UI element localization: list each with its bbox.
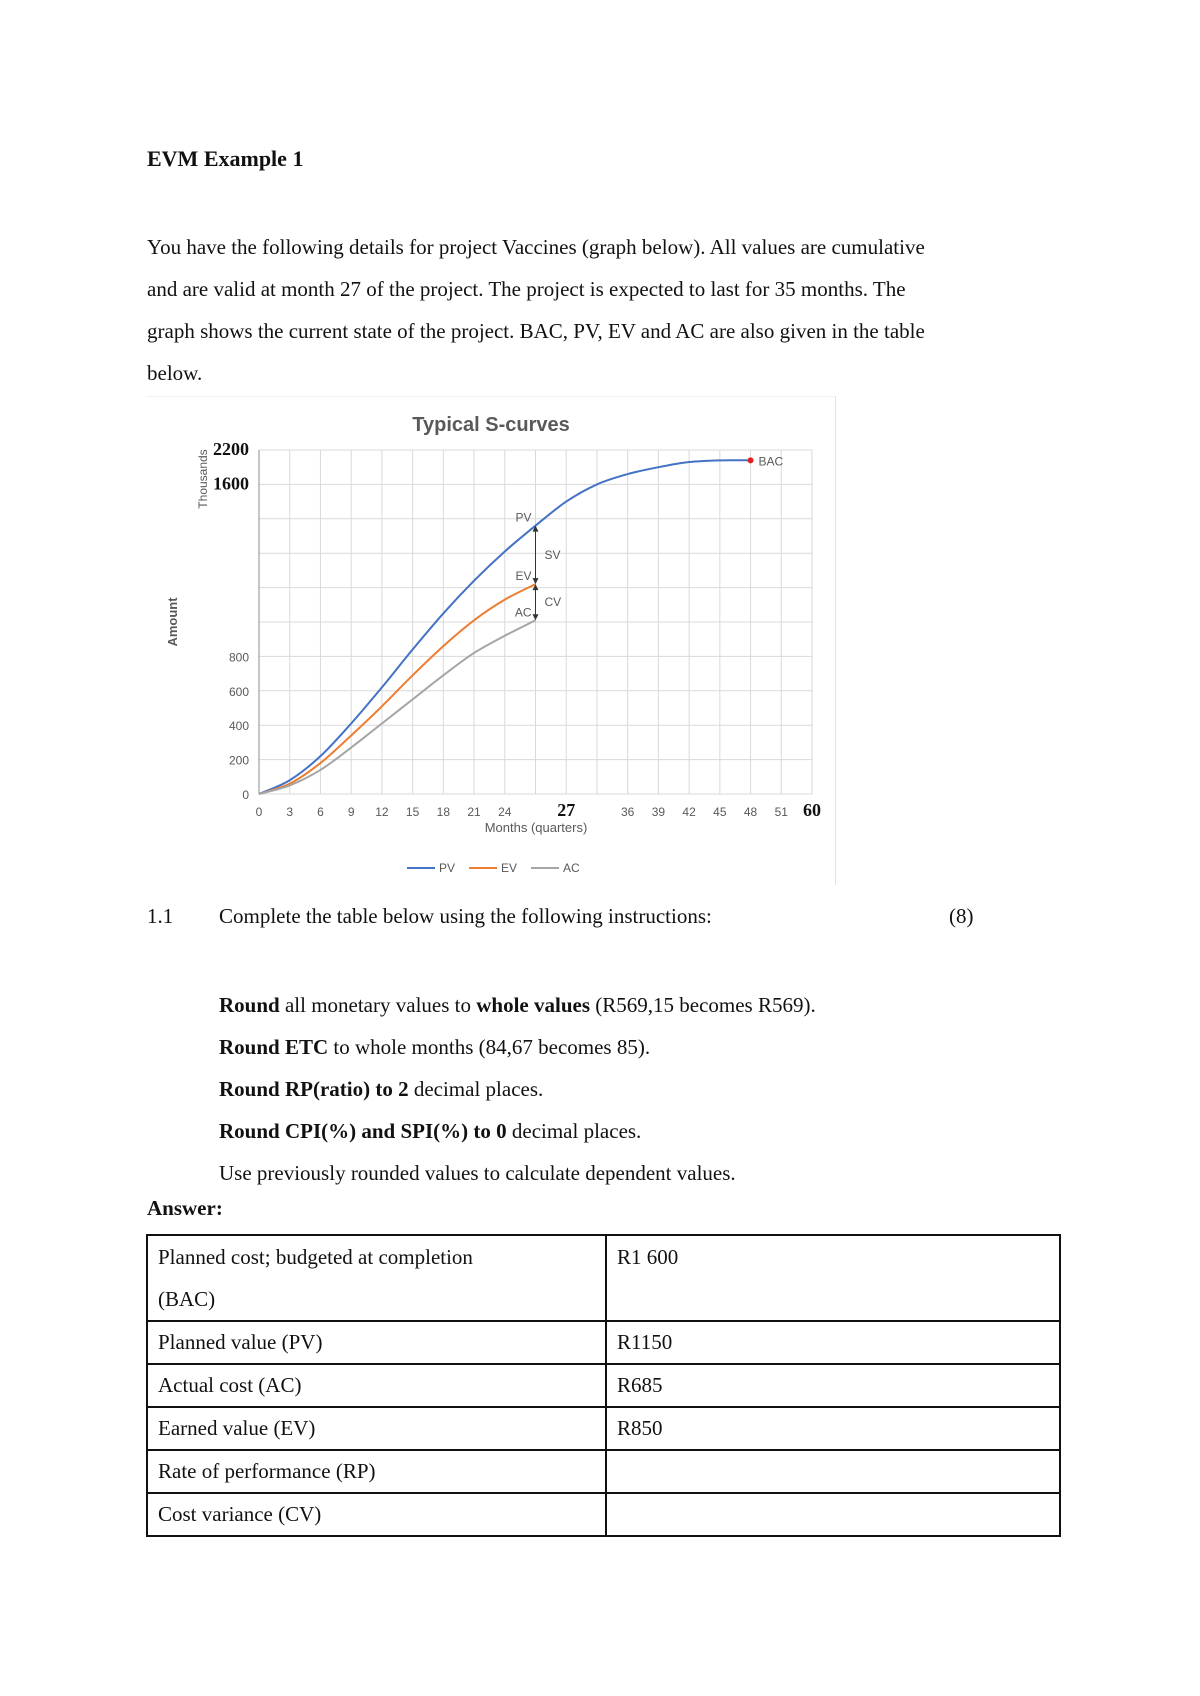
legend-label-ac: AC [563,861,580,875]
row-label: Earned value (EV) [147,1407,606,1450]
row-value[interactable] [606,1450,1060,1493]
x-tick-label: 18 [436,805,451,819]
answer-table [146,1234,1061,1537]
question-marks: (8) [949,904,974,928]
cv-label: CV [544,595,562,610]
x-tick-label: 45 [713,805,727,819]
instruction-text: Use previously rounded values to calculate dependent values. [219,1161,736,1185]
instruction-bold: Round RP(ratio) to 2 [219,1077,409,1101]
intro-line: and are valid at month 27 of the project. The project is expected to last for 35 months. The [147,277,906,301]
y-tick-label: 1600 [213,473,249,494]
row-label: Planned value (PV) [147,1321,606,1364]
s-curve-chart [147,396,836,885]
x-tick-label: 42 [682,805,696,819]
y-axis-label: Amount [165,597,180,647]
legend-label-ev: EV [501,861,518,875]
table-row [147,1407,1060,1450]
x-tick-label: 15 [405,805,420,819]
sv-label: SV [544,547,561,562]
intro-line: below. [147,361,203,385]
x-tick-label: 0 [255,805,263,819]
series-line-ac [259,620,536,794]
y-unit-label: Thousands [196,449,210,509]
x-tick-label: 48 [743,805,758,819]
instruction-bold: Round [219,993,280,1017]
x-tick-label: 24 [498,805,512,819]
y-tick-label: 800 [228,650,249,665]
row-label-line: Planned cost; budgeted at completion [158,1245,473,1269]
sv-arrow-head-bottom [533,578,539,584]
row-label: Cost variance (CV) [147,1493,606,1536]
instruction-list [219,984,816,1194]
x-tick-label: 9 [347,805,355,819]
instruction-line [219,1152,816,1194]
series-line-ev [259,584,536,794]
instruction-line [219,1110,816,1152]
instruction-text: decimal places. [408,1077,544,1101]
row-label [147,1235,606,1321]
x-tick-label: 36 [620,805,635,819]
x-tick-label: 39 [651,805,666,819]
row-label: Actual cost (AC) [147,1364,606,1407]
question-number: 1.1 [147,904,174,928]
x-tick-label: 21 [467,805,481,819]
intro-line: You have the following details for project Vaccines (graph below). All values are cumulative [147,235,925,259]
instruction-bold: whole values [476,993,590,1017]
table-row [147,1321,1060,1364]
chart-svg [147,397,835,885]
instruction-line [219,1026,816,1068]
chart-title: Typical S-curves [412,414,570,436]
row-value[interactable]: R1150 [606,1321,1060,1364]
instruction-line [219,984,816,1026]
intro-paragraph [147,226,1077,394]
instruction-text: decimal places. [506,1119,642,1143]
legend-label-pv: PV [439,861,456,875]
row-value[interactable] [606,1493,1060,1536]
row-label-line: (BAC) [158,1287,216,1311]
y-tick-label: 2200 [213,439,249,459]
instruction-text: to whole months (84,67 becomes 85). [328,1035,651,1059]
table-row [147,1450,1060,1493]
cv-arrow-head-bottom [533,614,539,620]
ev-annotation: EV [515,569,532,584]
instruction-text: all monetary values to [279,993,477,1017]
table-row [147,1493,1060,1536]
legend [407,861,580,875]
x-tick-label: 3 [286,805,294,819]
instruction-text: (R569,15 becomes R569). [590,993,816,1017]
answer-label: Answer: [147,1196,223,1220]
intro-line: graph shows the current state of the project. BAC, PV, EV and AC are also given in the table [147,319,925,343]
x-axis-label: Months (quarters) [484,820,588,835]
x-tick-label: 51 [774,805,788,819]
annotation-layer [515,454,784,620]
table-row [147,1364,1060,1407]
ac-annotation: AC [514,605,532,620]
x-tick-label: 27 [557,800,576,820]
question-text: Complete the table below using the following instructions: [219,904,712,928]
y-tick-label: 400 [228,719,249,734]
x-tick-label: 6 [317,805,324,819]
y-tick-label: 200 [228,753,249,768]
row-value[interactable]: R685 [606,1364,1060,1407]
row-label: Rate of performance (RP) [147,1450,606,1493]
instruction-bold: Round ETC [219,1035,329,1059]
document-title: EVM Example 1 [147,146,304,171]
x-tick-label: 60 [803,800,821,820]
bac-marker [748,457,754,463]
bac-label: BAC [758,454,784,469]
instruction-line [219,1068,816,1110]
row-value[interactable]: R1 600 [606,1235,1060,1321]
table-row [147,1235,1060,1321]
y-tick-label: 0 [242,788,249,802]
x-tick-label: 12 [375,805,389,819]
y-tick-label: 600 [228,684,249,699]
row-value[interactable]: R850 [606,1407,1060,1450]
pv-annotation: PV [515,510,532,525]
instruction-bold: Round CPI(%) and SPI(%) to 0 [219,1119,507,1143]
